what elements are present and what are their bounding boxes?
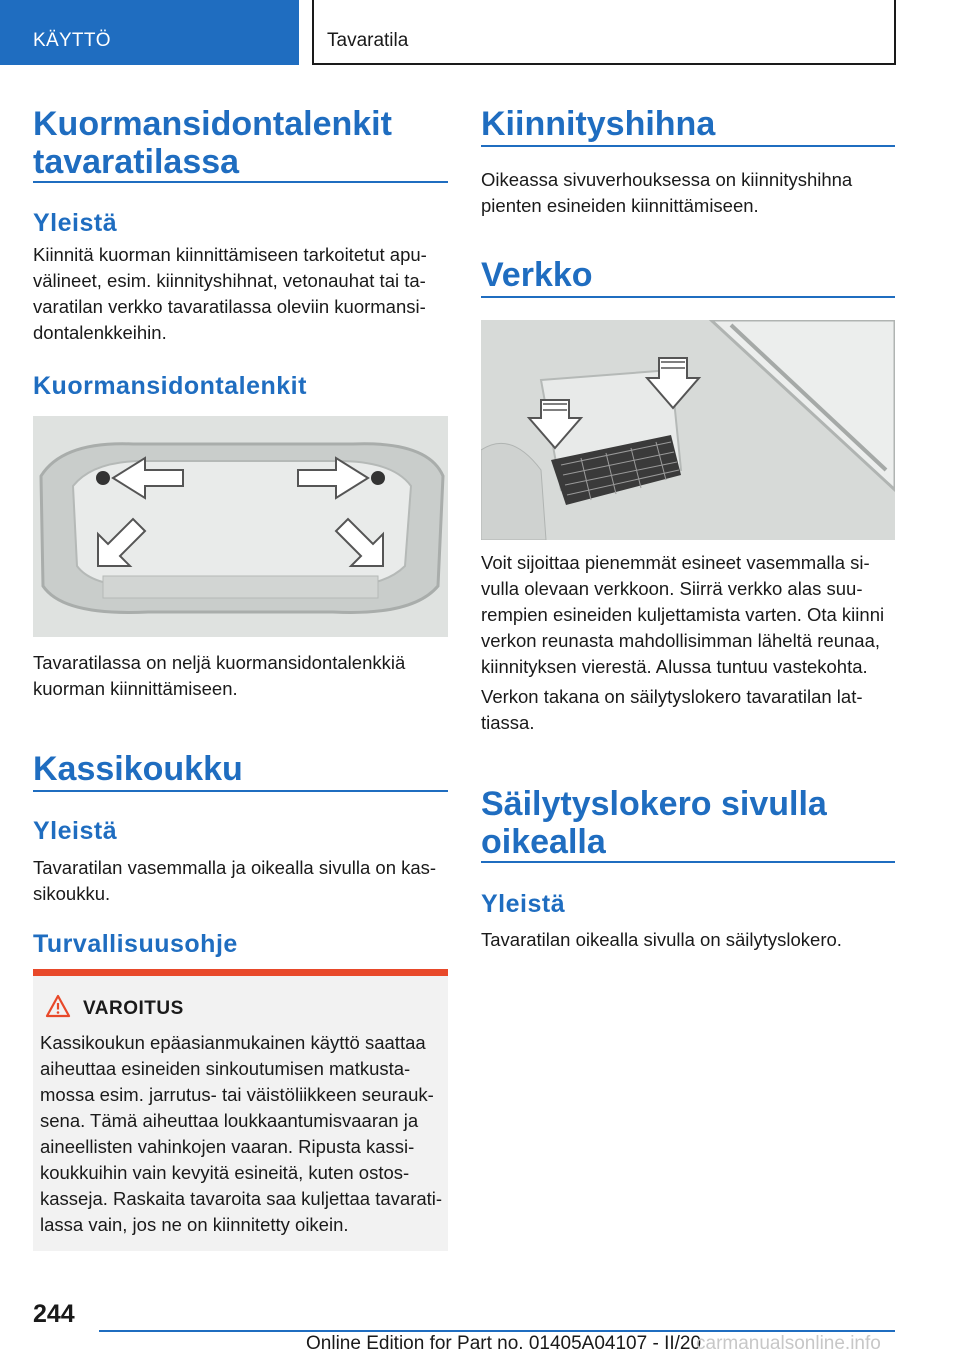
section-label: KÄYTTÖ <box>33 30 111 51</box>
trunk-net-image <box>481 320 895 540</box>
warning-text: Kassikoukun epäasianmukainen käyttö saattaa aiheuttaa esineiden sinkoutumisen matkusta-mossa esim. jarrutus- tai väistöliikkeen seurauk-sena. Tämä aiheuttaa loukkaantumisvaaran ja aineellisten vahinkojen vaaran. Ripusta kassi-koukkuihin vain kevyitä esineitä, kuten ostos-kasseja. Raskaita tavaroita saa kuljettaa tavarati-lassa vain, jos ne on kiinnitetty oikein. <box>40 1032 443 1235</box>
heading-rule <box>481 296 895 298</box>
warning-bar <box>33 969 448 976</box>
warning-box <box>33 969 448 1251</box>
trunk-lashing-eyes-image <box>33 416 448 637</box>
chapter-label: Tavaratila <box>327 30 409 51</box>
heading-rule <box>33 790 448 792</box>
subheading-yleista: Yleistä <box>33 817 118 845</box>
paragraph-yleista: Kiinnitä kuorman kiinnittämiseen tarkoitetut apu-välineet, esim. kiinnityshihnat, vetonauhat tai ta-varatilan verkko tavaratilassa oleviin kuormansi-dontalenkkeihin. <box>33 244 427 343</box>
watermark: carmanualsonline.info <box>696 1333 881 1354</box>
section-tab <box>0 0 299 65</box>
subheading-kuormansidontalenkit: Kuormansidontalenkit <box>33 372 307 400</box>
paragraph-kuormansidontalenkit: Tavaratilassa on neljä kuormansidontalenkkiä kuorman kiinnittämiseen. <box>33 652 406 699</box>
heading-kassikoukku: Kassikoukku <box>33 750 243 788</box>
warning-triangle-icon <box>45 994 71 1018</box>
paragraph-verkko-2: Verkon takana on säilytyslokero tavaratilan lat-tiassa. <box>481 686 863 733</box>
heading-sailytyslokero: Säilytyslokero sivulla oikealla <box>481 785 827 861</box>
subheading-turvallisuusohje: Turvallisuusohje <box>33 930 238 958</box>
paragraph-verkko-1: Voit sijoittaa pienemmät esineet vasemmalla si-vulla olevaan verkkoon. Siirrä verkko alas suu-rempien esineiden kuljettamista varten. Ota kiinni verkon reunasta mahdollisimman läheltä reunaa, kiinnityksen vierestä. Alussa tuntuu vastekohta. <box>481 552 885 677</box>
subheading-yleista: Yleistä <box>33 209 118 237</box>
page-number: 244 <box>33 1300 75 1328</box>
heading-rule <box>33 181 448 183</box>
chapter-header <box>312 0 896 65</box>
footer-edition: Online Edition for Part no. 01405A04107 - II/20 <box>306 1333 702 1354</box>
footer-rule <box>99 1330 895 1332</box>
heading-rule <box>481 145 895 147</box>
warning-title: VAROITUS <box>83 998 184 1019</box>
subheading-yleista: Yleistä <box>481 890 566 918</box>
heading-kuormansidontalenkit: Kuormansidontalenkit tavaratilassa <box>33 105 392 181</box>
paragraph-kassikoukku: Tavaratilan vasemmalla ja oikealla sivulla on kas-sikoukku. <box>33 857 437 904</box>
paragraph-sailytyslokero: Tavaratilan oikealla sivulla on säilytyslokero. <box>481 929 842 950</box>
heading-rule <box>481 861 895 863</box>
paragraph-kiinnityshihna: Oikeassa sivuverhouksessa on kiinnityshihna pienten esineiden kiinnittämiseen. <box>481 169 853 216</box>
heading-verkko: Verkko <box>481 256 593 294</box>
heading-kiinnityshihna: Kiinnityshihna <box>481 105 716 143</box>
